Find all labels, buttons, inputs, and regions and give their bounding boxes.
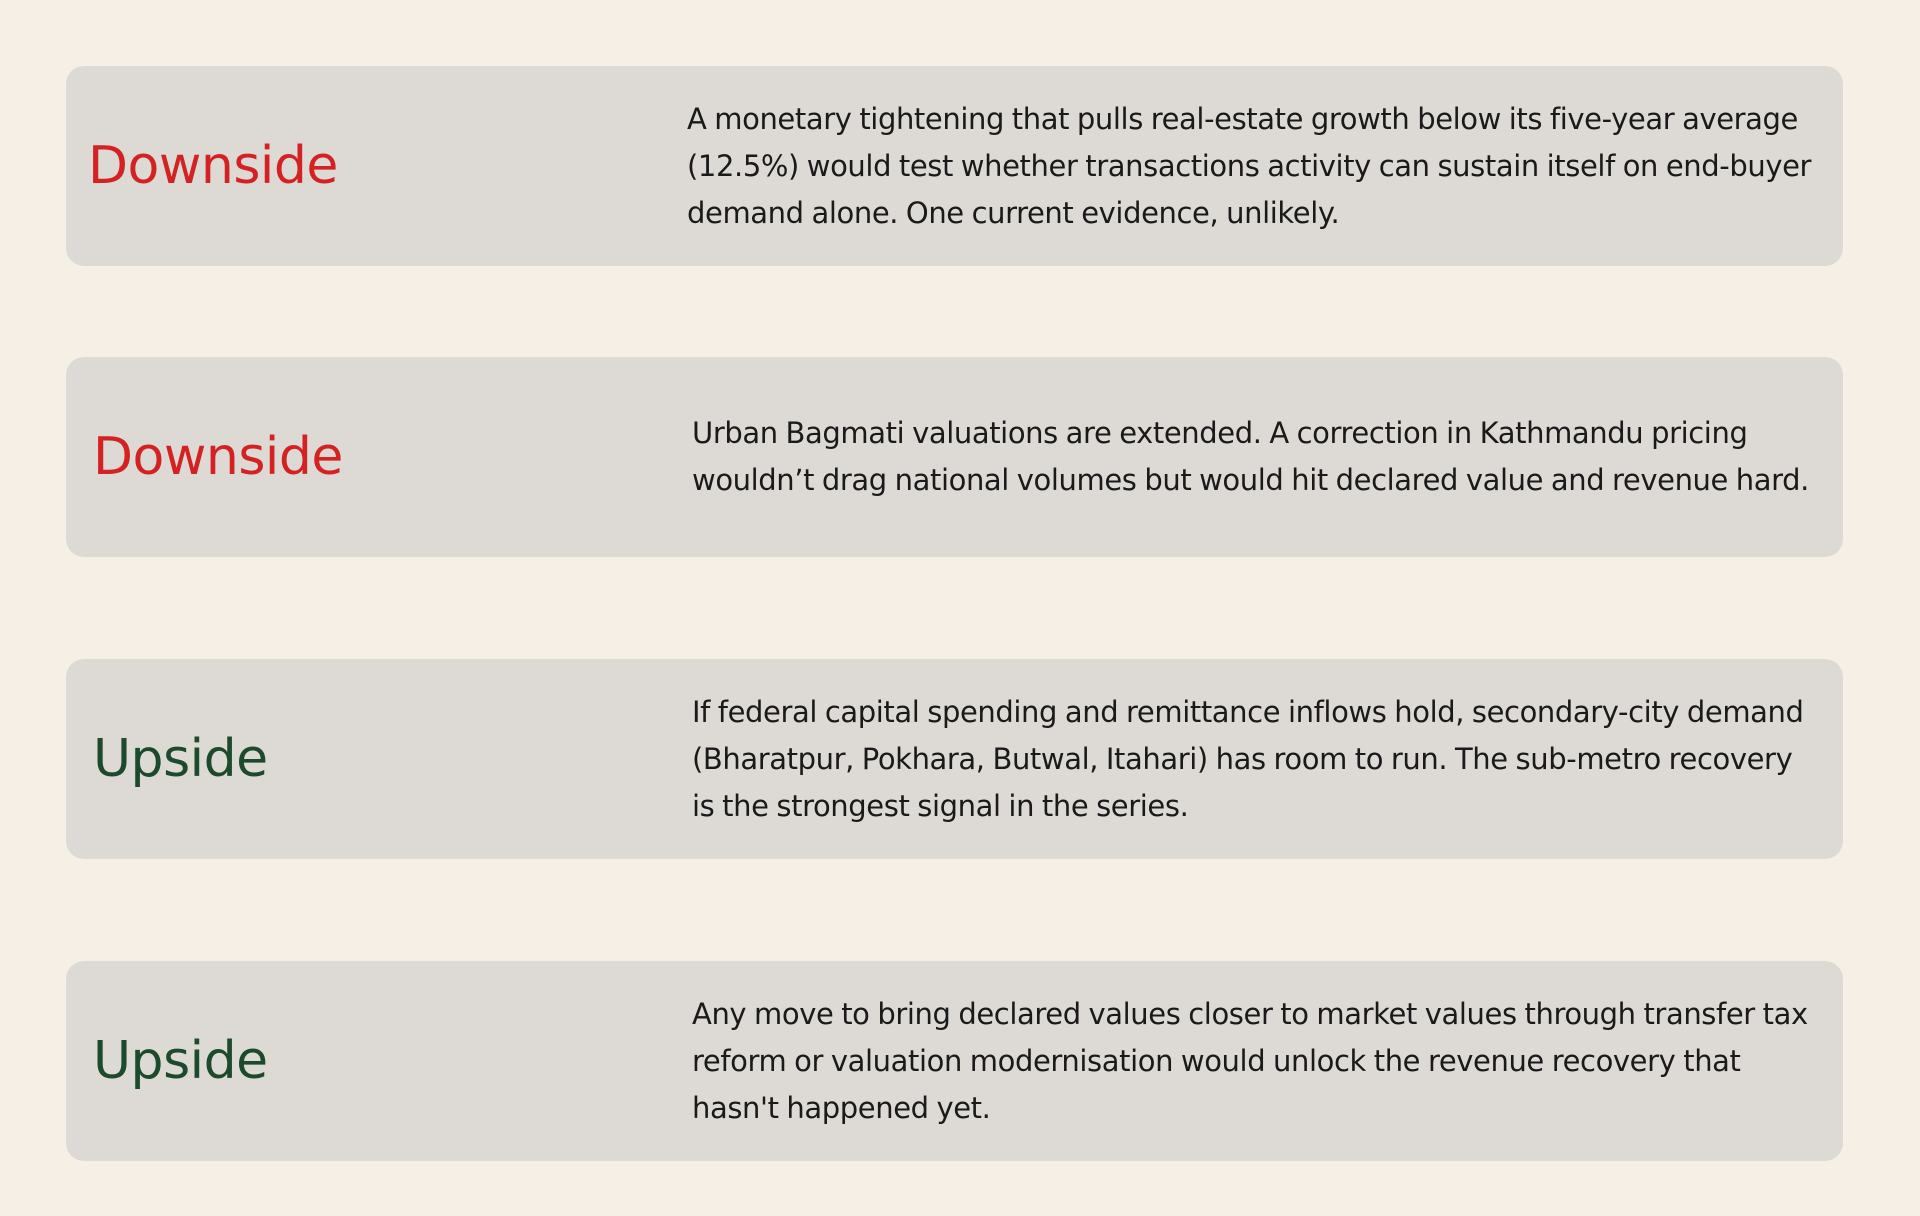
- scenario-card-downside-1: [66, 66, 1843, 266]
- scenario-description: If federal capital spending and remittance inflows hold, secondary-city demand (Bharatpur, Pokhara, Butwal, Itahari) has room to run. The sub-metro recovery is the strongest signal in the series.: [692, 694, 1804, 823]
- scenario-card-upside-2: [66, 961, 1843, 1161]
- scenario-description: Urban Bagmati valuations are extended. A correction in Kathmandu pricing wouldn’t drag national volumes but would hit declared value and revenue hard.: [692, 416, 1809, 497]
- scenario-label: Downside: [93, 427, 343, 487]
- scenario-card-upside-1: [66, 659, 1843, 859]
- scenario-label: Downside: [88, 136, 338, 196]
- scenario-label: Upside: [93, 1031, 268, 1091]
- scenario-description: Any move to bring declared values closer to market values through transfer tax reform or valuation modernisation would unlock the revenue recovery that hasn't happened yet.: [692, 996, 1808, 1125]
- scenario-card-downside-2: [66, 357, 1843, 557]
- scenario-label: Upside: [93, 729, 268, 789]
- scenario-description: A monetary tightening that pulls real-estate growth below its five-year average (12.5%) would test whether transactions activity can sustain itself on end-buyer demand alone. One current evidence, unlikely.: [687, 101, 1812, 230]
